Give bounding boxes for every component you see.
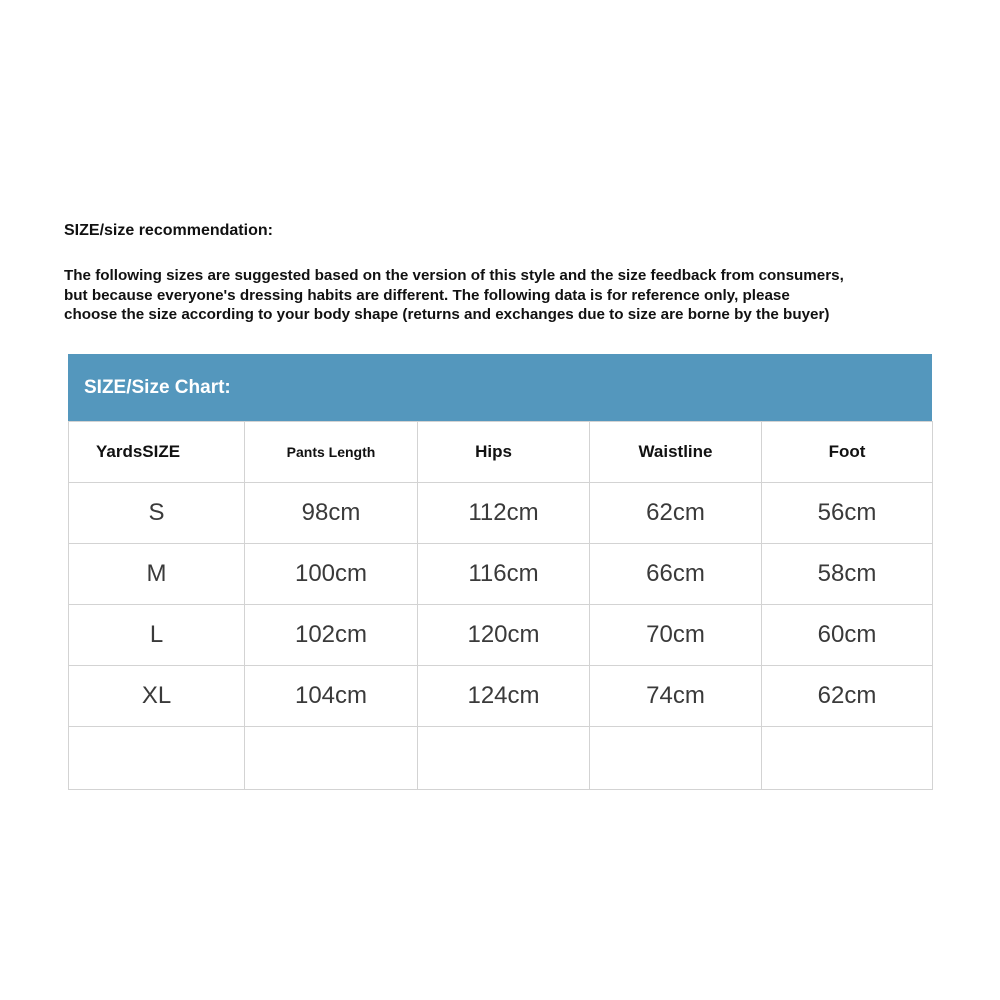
pants-length-cell: 102cm (245, 605, 418, 666)
size-cell: XL (69, 666, 245, 727)
empty-cell (590, 727, 762, 790)
column-header-pants-length: Pants Length (245, 422, 418, 483)
hips-cell: 120cm (418, 605, 590, 666)
pants-length-cell: 98cm (245, 483, 418, 544)
recommendation-description (64, 266, 944, 325)
foot-cell: 56cm (762, 483, 933, 544)
empty-cell (69, 727, 245, 790)
description-line: The following sizes are suggested based on the version of this style and the size feedback from consumers, (64, 267, 844, 284)
table-row (69, 605, 933, 666)
empty-cell (245, 727, 418, 790)
waistline-cell: 70cm (590, 605, 762, 666)
table-row (69, 483, 933, 544)
size-cell: L (69, 605, 245, 666)
empty-cell (418, 727, 590, 790)
size-chart-title: SIZE/Size Chart: (84, 376, 231, 398)
size-table (68, 421, 933, 790)
waistline-cell: 66cm (590, 544, 762, 605)
table-header-row (69, 422, 933, 483)
column-header-hips: Hips (418, 422, 590, 483)
hips-cell: 112cm (418, 483, 590, 544)
waistline-cell: 62cm (590, 483, 762, 544)
size-chart (68, 354, 932, 790)
column-header-yards-size: YardsSIZE (69, 422, 245, 483)
hips-cell: 116cm (418, 544, 590, 605)
foot-cell: 60cm (762, 605, 933, 666)
pants-length-cell: 104cm (245, 666, 418, 727)
column-header-foot: Foot (762, 422, 933, 483)
column-header-waistline: Waistline (590, 422, 762, 483)
empty-cell (762, 727, 933, 790)
table-row (69, 544, 933, 605)
recommendation-title: SIZE/size recommendation: (64, 222, 273, 239)
table-row (69, 666, 933, 727)
waistline-cell: 74cm (590, 666, 762, 727)
foot-cell: 62cm (762, 666, 933, 727)
size-chart-header (68, 354, 932, 421)
empty-table-row (69, 727, 933, 790)
description-line: but because everyone's dressing habits are different. The following data is for reference only, please (64, 286, 790, 304)
foot-cell: 58cm (762, 544, 933, 605)
pants-length-cell: 100cm (245, 544, 418, 605)
size-cell: S (69, 483, 245, 544)
hips-cell: 124cm (418, 666, 590, 727)
size-cell: M (69, 544, 245, 605)
description-line: choose the size according to your body shape (returns and exchanges due to size are borne by the buyer) (64, 306, 830, 323)
